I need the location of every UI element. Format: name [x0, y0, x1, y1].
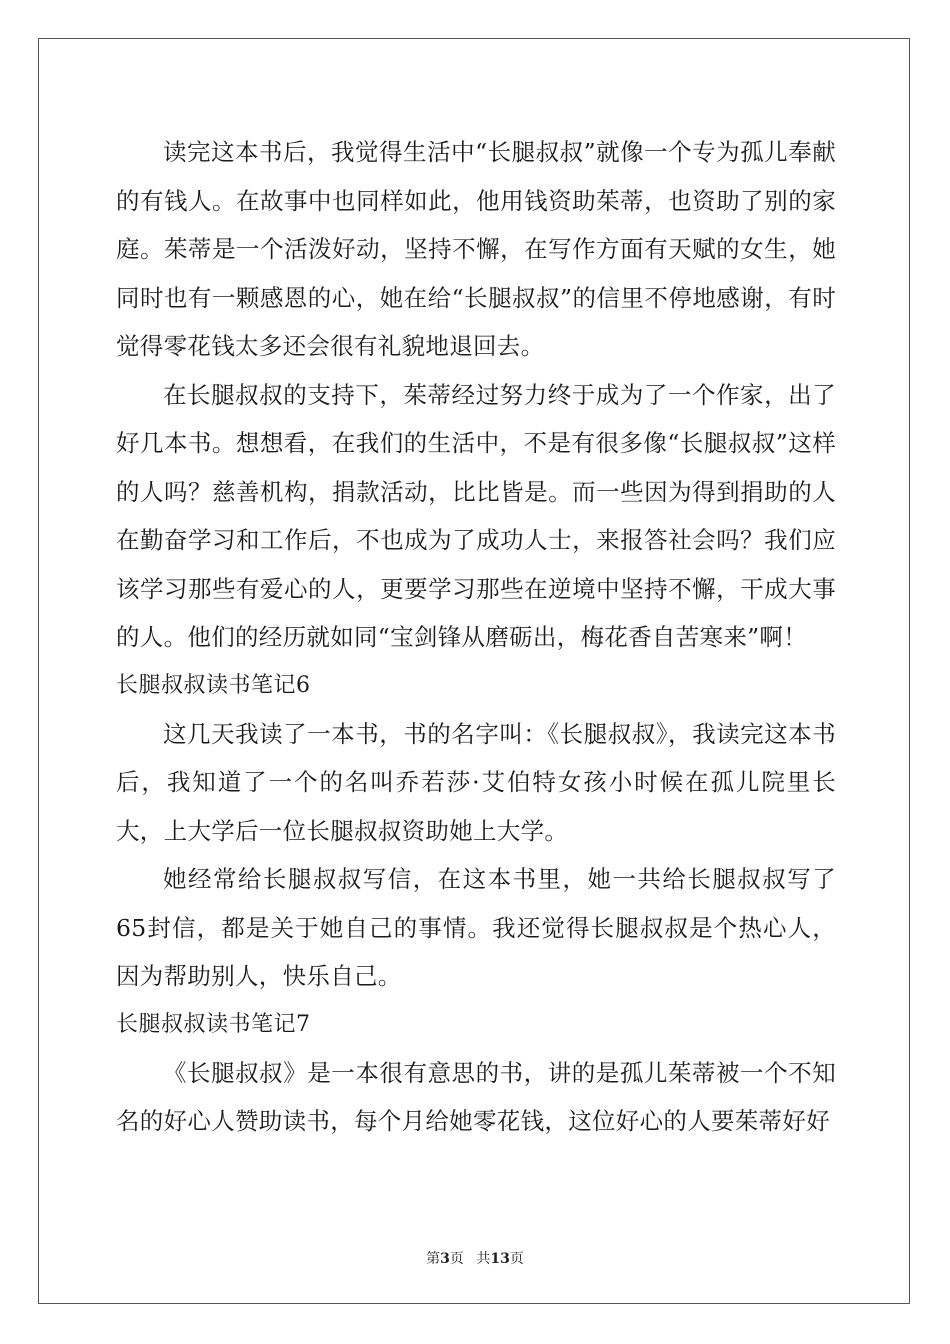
total-suffix: 页 [509, 1251, 524, 1267]
total-prefix: 共 [476, 1251, 491, 1267]
section-heading: 长腿叔叔读书笔记6 [116, 672, 311, 698]
paragraph: 这几天我读了一本书，书的名字叫：《长腿叔叔》，我读完这本书后，我知道了一个的名叫乔若莎·艾伯特女孩小时候在孤儿院里长大，上大学后一位长腿叔叔资助她上大学。 [116, 719, 836, 845]
paragraph: 读完这本书后，我觉得生活中“长腿叔叔”就像一个专为孤儿奉献的有钱人。在故事中也同样如此，他用钱资助茱蒂，也资助了别的家庭。茱蒂是一个活泼好动，坚持不懈，在写作方面有天赋的女生，她同时也有一颗感恩的心，她在给“长腿叔叔”的信里不停地感谢，有时觉得零花钱太多还会很有礼貌地退回去。 [116, 138, 836, 360]
paragraph: 《长腿叔叔》是一本很有意思的书，讲的是孤儿茱蒂被一个不知名的好心人赞助读书，每个月给她零花钱，这位好心的人要茱蒂好好 [116, 1058, 836, 1135]
total-pages: 13 [490, 1251, 510, 1267]
page-indicator [426, 1251, 464, 1267]
page-footer [0, 1248, 950, 1268]
paragraph: 她经常给长腿叔叔写信，在这本书里，她一共给长腿叔叔写了65封信，都是关于她自己的事情。我还觉得长腿叔叔是个热心人，因为帮助别人，快乐自己。 [116, 865, 836, 990]
page-number: 3 [440, 1251, 450, 1267]
page-suffix: 页 [449, 1251, 464, 1267]
paragraph: 在长腿叔叔的支持下，茱蒂经过努力终于成为了一个作家，出了好几本书。想想看，在我们的生活中，不是有很多像“长腿叔叔”这样的人吗？慈善机构，捐款活动，比比皆是。而一些因为得到捐助的人在勤奋学习和工作后，不也成为了成功人士，来报答社会吗？我们应该学习那些有爱心的人，更要学习那些在逆境中坚持不懈，干成大事的人。他们的经历就如同“宝剑锋从磨砺出，梅花香自苦寒来”啊！ [116, 380, 836, 651]
page-prefix: 第 [426, 1251, 441, 1267]
section-heading: 长腿叔叔读书笔记7 [116, 1011, 311, 1037]
document-body [116, 128, 836, 1146]
total-indicator [476, 1251, 523, 1267]
